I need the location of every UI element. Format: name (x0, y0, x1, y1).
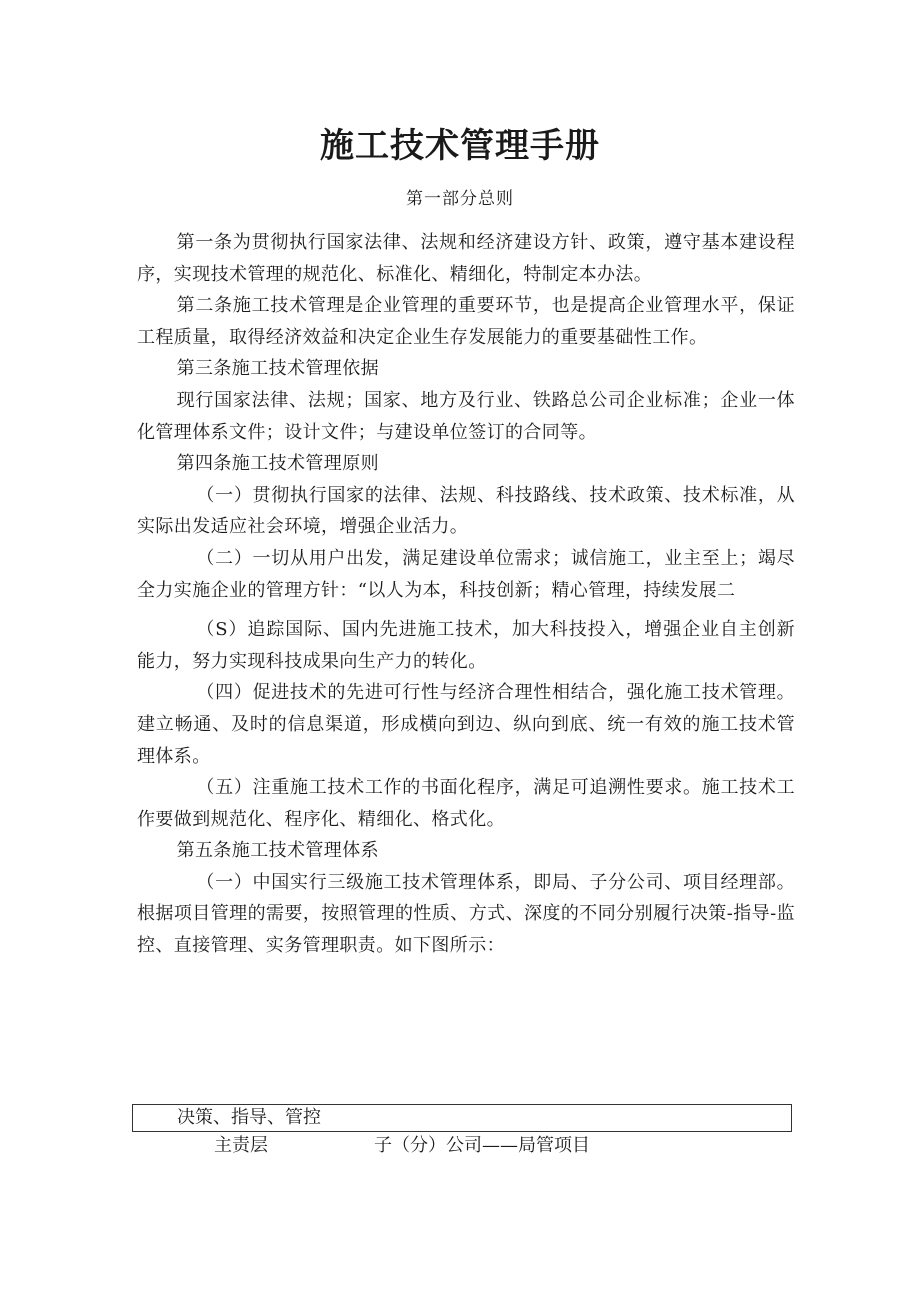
article-3-heading: 第三条施工技术管理依据 (176, 358, 379, 380)
diagram-layer-label: 主责层 (214, 1135, 268, 1156)
principle-5: （五）注重施工技术工作的书面化程序，满足可追溯性要求。施工技术工作要做到规范化、程序化、精细化、格式化。 (137, 777, 795, 830)
principle-4: （四）促进技术的先进可行性与经济合理性相结合，强化施工技术管理。建立畅通、及时的信息渠道，形成横向到边、纵向到底、统一有效的施工技术管理体系。 (137, 682, 795, 767)
document-title: 施工技术管理手册 (320, 126, 600, 166)
section-heading: 第一部分总则 (406, 189, 514, 209)
diagram-box-label: 决策、指导、管控 (177, 1107, 321, 1128)
article-4-heading: 第四条施工技术管理原则 (176, 453, 379, 475)
principle-3: （S）追踪国际、国内先进施工技术，加大科技投入，增强企业自主创新能力，努力实现科技成果向生产力的转化。 (137, 619, 795, 672)
document-body (137, 227, 795, 962)
article-2: 第二条施工技术管理是企业管理的重要环节，也是提高企业管理水平，保证工程质量，取得经济效益和决定企业生存发展能力的重要基础性工作。 (137, 295, 795, 348)
system-1: （一）中国实行三级施工技术管理体系，即局、子分公司、项目经理部。根据项目管理的需要，按照管理的性质、方式、深度的不同分别履行决策-指导-监控、直接管理、实务管理职责。如下图所示： (137, 871, 795, 957)
article-1: 第一条为贯彻执行国家法律、法规和经济建设方针、政策，遵守基本建设程序，实现技术管理的规范化、标准化、精细化，特制定本办法。 (137, 232, 795, 285)
article-3-content: 现行国家法律、法规；国家、地方及行业、铁路总公司企业标准；企业一体化管理体系文件；设计文件；与建设单位签订的合同等。 (137, 389, 795, 443)
article-5-heading: 第五条施工技术管理体系 (176, 840, 379, 862)
principle-2: （二）一切从用户出发，满足建设单位需求；诚信施工，业主至上；竭尽全力实施企业的管理方针：“以人为本，科技创新；精心管理，持续发展二 (137, 547, 795, 601)
diagram-box (132, 1104, 792, 1132)
principle-1: （一）贯彻执行国家的法律、法规、科技路线、技术政策、技术标准，从实际出发适应社会环境，增强企业活力。 (137, 484, 795, 538)
diagram-layer-chain: 子（分）公司——局管项目 (374, 1135, 590, 1156)
